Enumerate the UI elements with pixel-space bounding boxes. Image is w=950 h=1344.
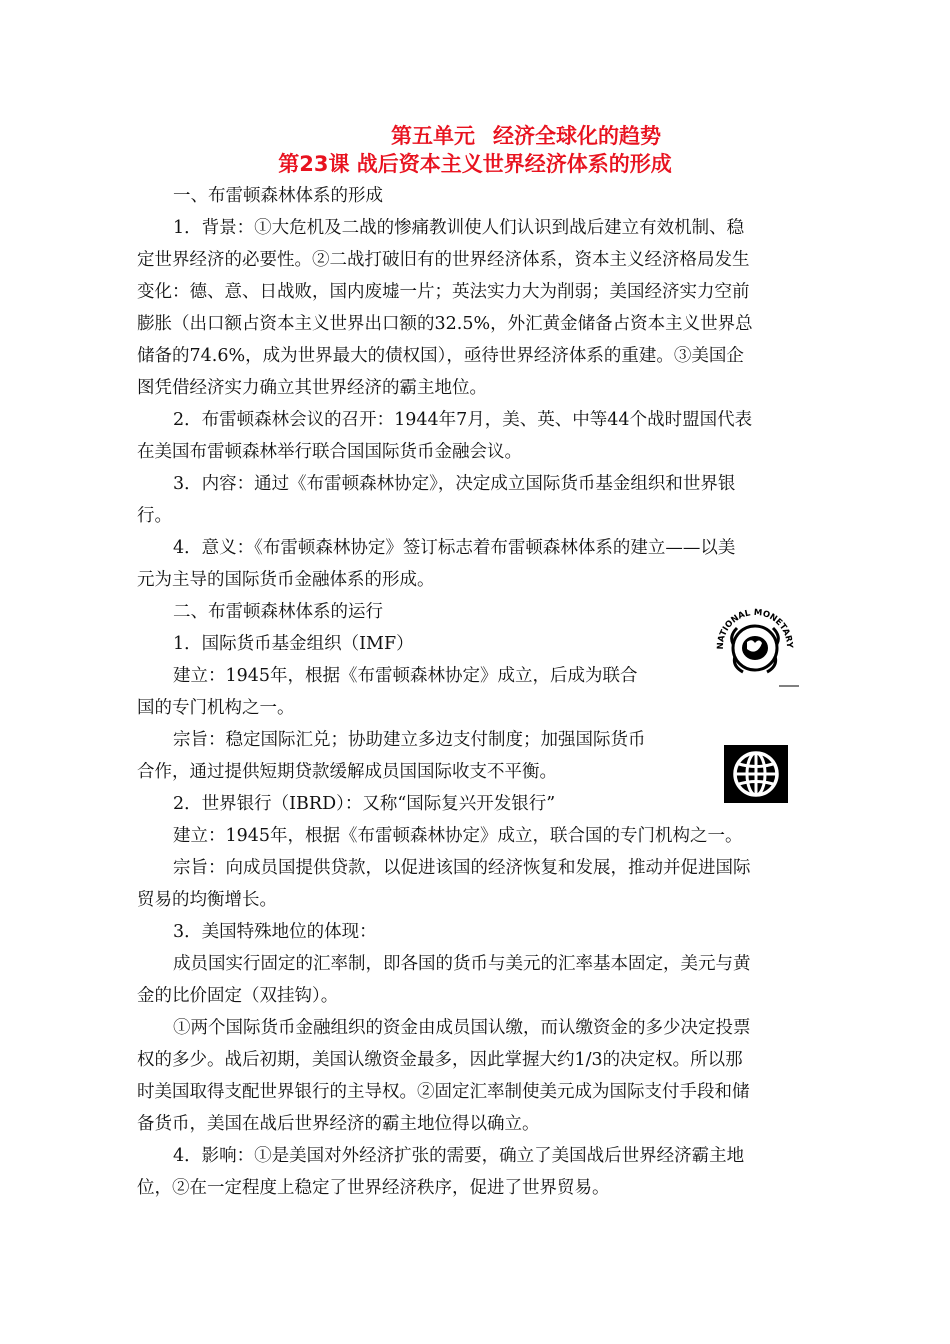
paragraph-line: 4．意义：《布雷顿森林协定》签订标志着布雷顿森林体系的建立——以美 [173, 538, 736, 558]
paragraph-line: 变化：德、意、日战败，国内废墟一片；英法实力大为削弱；美国经济实力空前 [137, 282, 750, 302]
paragraph-line: 位，②在一定程度上稳定了世界经济秩序，促进了世界贸易。 [137, 1178, 610, 1198]
imf-seal-icon [709, 604, 801, 690]
paragraph-line: 行。 [137, 506, 172, 526]
paragraph-line: ①两个国际货币金融组织的资金由成员国认缴，而认缴资金的多少决定投票 [173, 1018, 751, 1038]
paragraph-line: 金的比价固定（双挂钩）。 [137, 986, 339, 1006]
paragraph-line: 2．世界银行（IBRD）：又称“国际复兴开发银行” [173, 794, 556, 814]
paragraph-line: 储备的74.6%，成为世界最大的债权国），亟待世界经济体系的重建。③美国企 [137, 346, 744, 366]
world-bank-globe-icon [724, 745, 788, 803]
paragraph-line: 成员国实行固定的汇率制，即各国的货币与美元的汇率基本固定，美元与黄 [173, 954, 751, 974]
paragraph-line: 宗旨：稳定国际汇兑；协助建立多边支付制度；加强国际货币 [173, 730, 646, 750]
paragraph-line: 时美国取得支配世界银行的主导权。②固定汇率制使美元成为国际支付手段和储 [137, 1082, 750, 1102]
paragraph-line: 宗旨：向成员国提供贷款，以促进该国的经济恢复和发展，推动并促进国际 [173, 858, 751, 878]
paragraph-line: 建立：1945年，根据《布雷顿森林协定》成立，后成为联合 [173, 666, 638, 686]
section-heading-1: 一、布雷顿森林体系的形成 [173, 186, 383, 206]
unit-subtitle: 经济全球化的趋势 [493, 124, 661, 148]
paragraph-line: 1．背景：①大危机及二战的惨痛教训使人们认识到战后建立有效机制、稳 [173, 218, 745, 238]
paragraph-line: 国的专门机构之一。 [137, 698, 295, 718]
paragraph-line: 定世界经济的必要性。②二战打破旧有的世界经济体系，资本主义经济格局发生 [137, 250, 750, 270]
paragraph-line: 2．布雷顿森林会议的召开：1944年7月，美、英、中等44个战时盟国代表 [173, 410, 753, 430]
unit-number: 第五单元 [391, 124, 475, 148]
paragraph-line: 3．内容：通过《布雷顿森林协定》，决定成立国际货币基金组织和世界银 [173, 474, 736, 494]
paragraph-line: 建立：1945年，根据《布雷顿森林协定》成立，联合国的专门机构之一。 [173, 826, 743, 846]
paragraph-line: 在美国布雷顿森林举行联合国国际货币金融会议。 [137, 442, 522, 462]
paragraph-line: 备货币，美国在战后世界经济的霸主地位得以确立。 [137, 1114, 540, 1134]
svg-text:INTERNATIONAL MONETARY FUND: NATIONAL MONETARY [715, 607, 795, 650]
paragraph-line: 膨胀（出口额占资本主义世界出口额的32.5%，外汇黄金储备占资本主义世界总 [137, 314, 753, 334]
paragraph-line: 元为主导的国际货币金融体系的形成。 [137, 570, 435, 590]
paragraph-line: 图凭借经济实力确立其世界经济的霸主地位。 [137, 378, 487, 398]
section-heading-2: 二、布雷顿森林体系的运行 [173, 602, 383, 622]
lesson-title: 第23课 战后资本主义世界经济体系的形成 [278, 152, 672, 176]
paragraph-line: 1．国际货币基金组织（IMF） [173, 634, 414, 654]
paragraph-line: 4．影响：①是美国对外经济扩张的需要，确立了美国战后世界经济霸主地 [173, 1146, 745, 1166]
unit-title [0, 122, 950, 150]
paragraph-line: 3．美国特殊地位的体现： [173, 922, 377, 942]
paragraph-line: 合作，通过提供短期贷款缓解成员国国际收支不平衡。 [137, 762, 557, 782]
paragraph-line: 贸易的均衡增长。 [137, 890, 277, 910]
paragraph-line: 权的多少。战后初期，美国认缴资金最多，因此掌握大约1/3的决定权。所以那 [137, 1050, 743, 1070]
